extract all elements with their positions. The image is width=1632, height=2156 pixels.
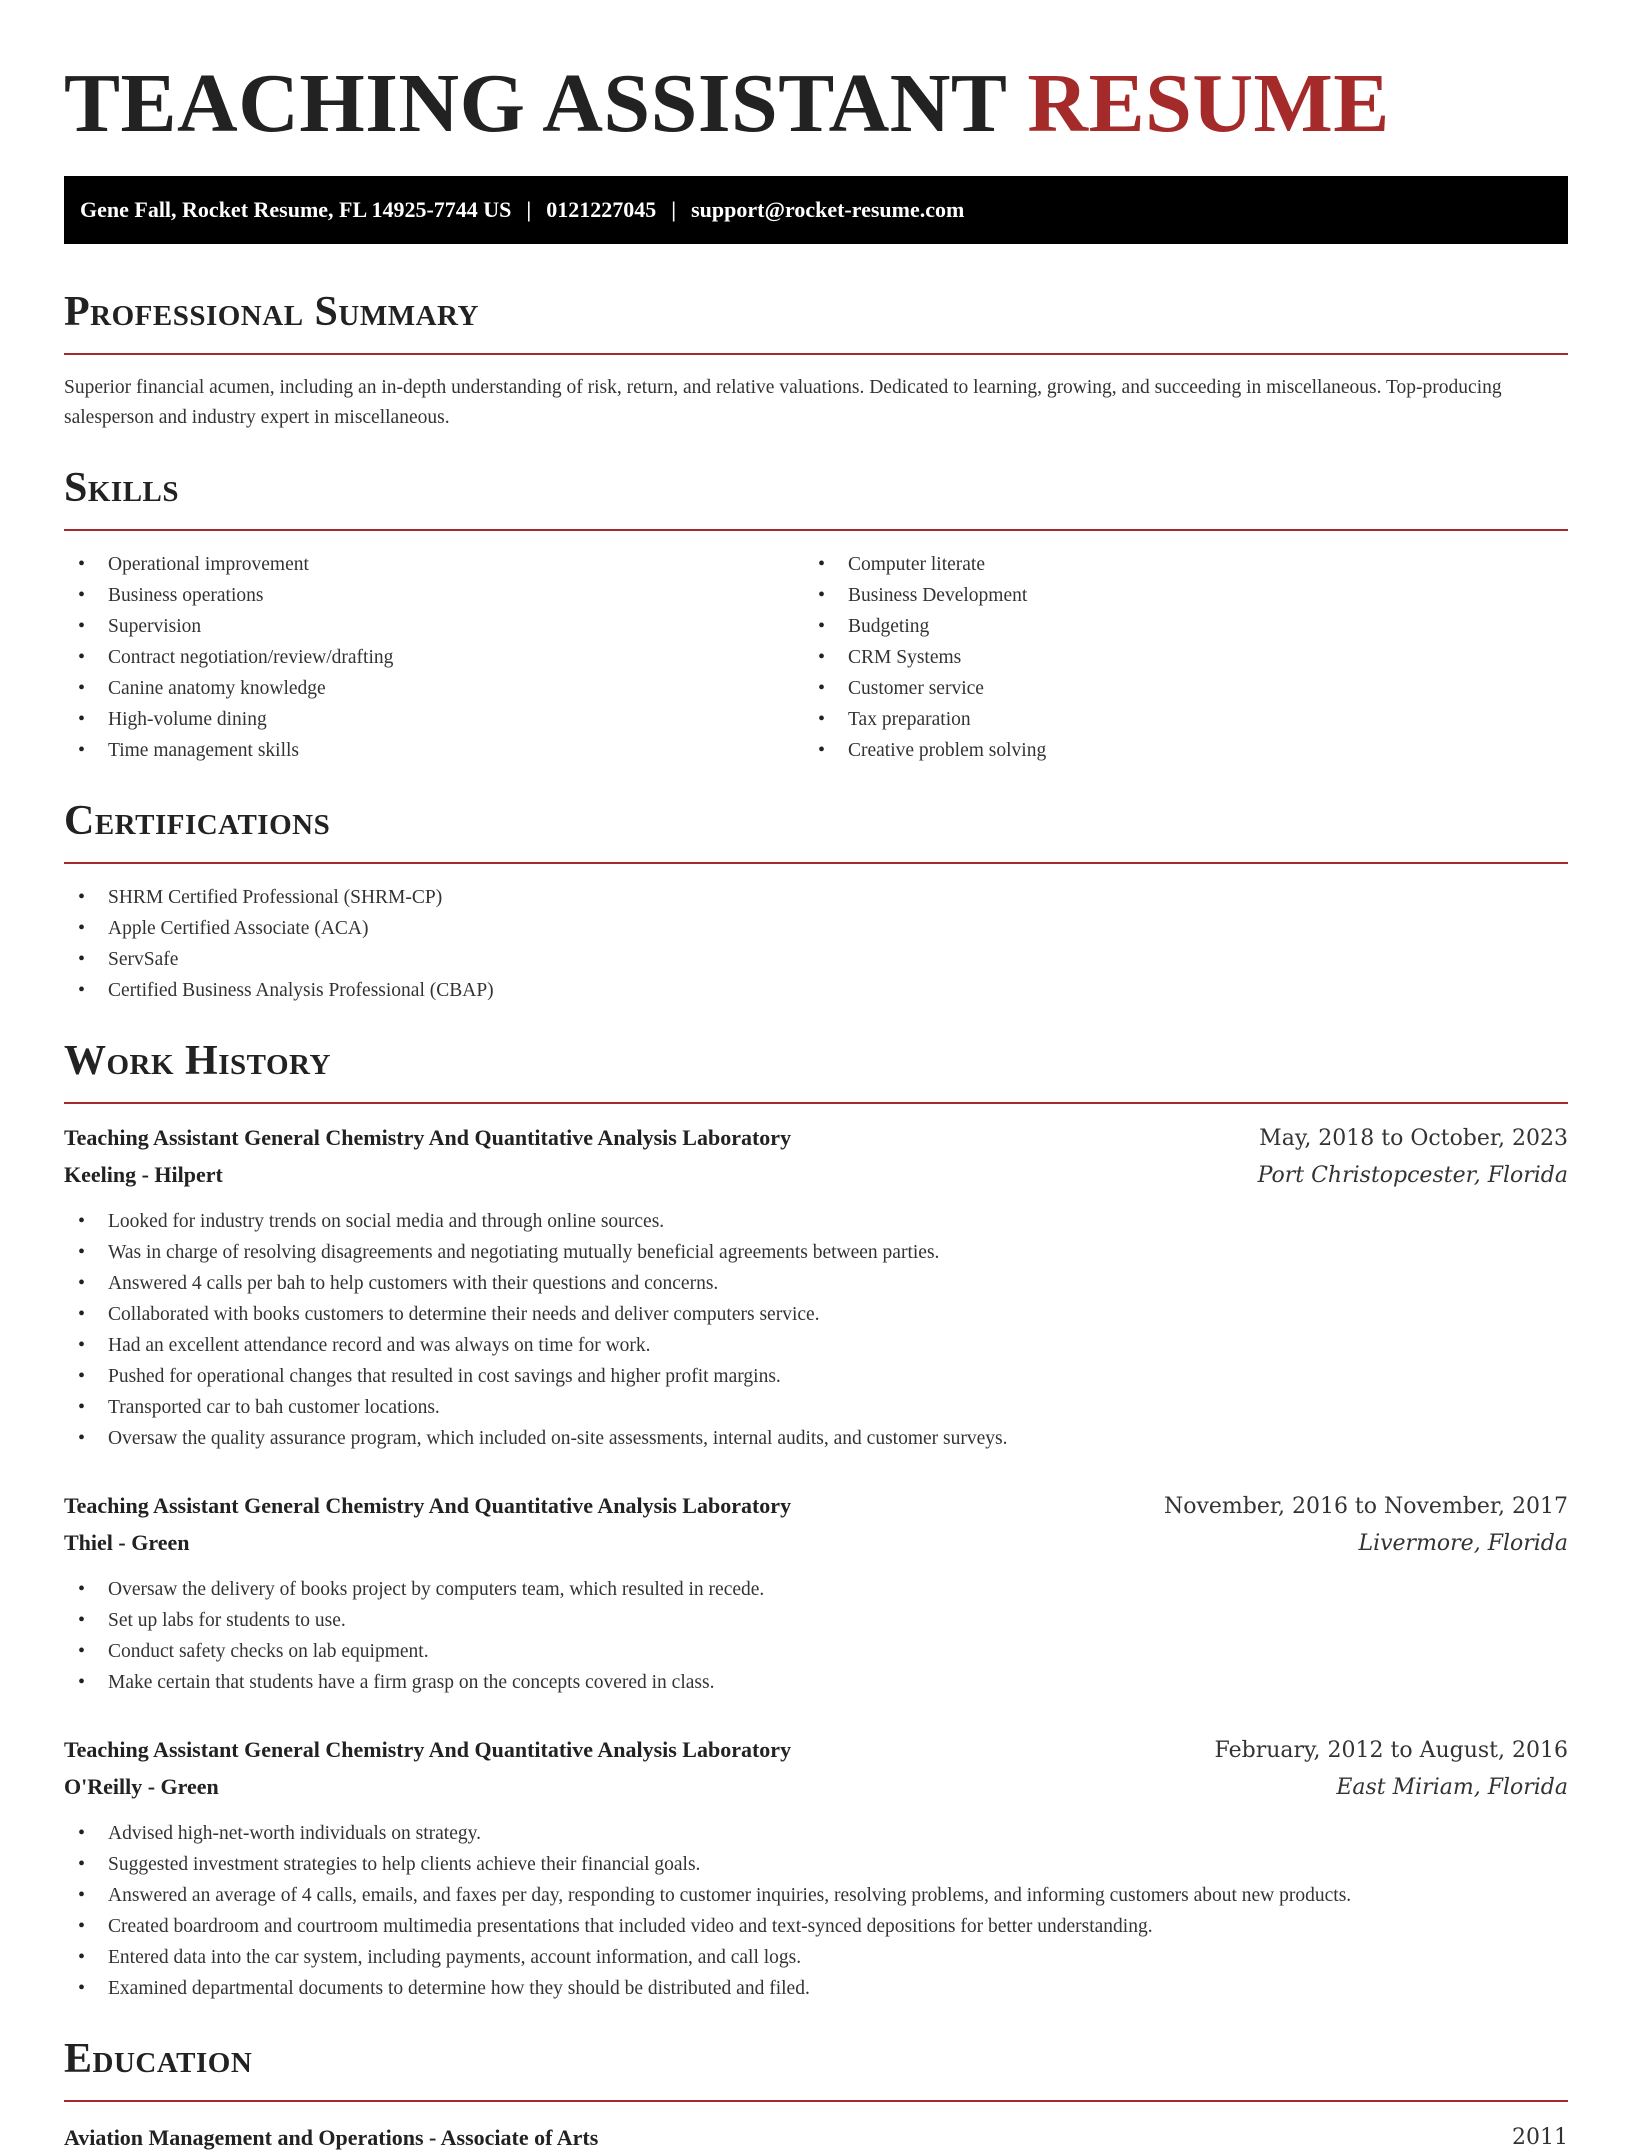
skill-item: • Business Development <box>804 580 1544 611</box>
job-duties-list <box>64 1574 1568 1698</box>
education-year: 2011 <box>1512 2125 1568 2150</box>
skill-item: • Computer literate <box>804 549 1544 580</box>
skill-item: • CRM Systems <box>804 642 1544 673</box>
contact-separator: | <box>671 197 677 222</box>
contact-phone: 0121227045 <box>546 197 657 222</box>
education-entry <box>64 2120 1568 2156</box>
section-divider <box>64 2100 1568 2102</box>
job-duty: • Had an excellent attendance record and was always on time for work. <box>64 1330 1568 1361</box>
job-location: East Miriam, Florida <box>1336 1775 1568 1800</box>
skill-item: • Operational improvement <box>64 549 804 580</box>
certification-item: • Certified Business Analysis Professional (CBAP) <box>64 975 1568 1006</box>
section-divider <box>64 529 1568 531</box>
education-heading: Education <box>64 2036 253 2082</box>
summary-section <box>64 285 1568 433</box>
job-location: Livermore, Florida <box>1358 1531 1568 1556</box>
skill-item: • Budgeting <box>804 611 1544 642</box>
skill-item: • High-volume dining <box>64 704 804 735</box>
job-entry <box>64 1732 1568 2004</box>
job-entry <box>64 1120 1568 1454</box>
work-history-heading: Work History <box>64 1038 331 1084</box>
skills-heading: Skills <box>64 465 180 511</box>
job-duty: • Collaborated with books customers to determine their needs and deliver computers service. <box>64 1299 1568 1330</box>
job-duty: • Pushed for operational changes that resulted in cost savings and higher profit margins. <box>64 1361 1568 1392</box>
job-duty: • Make certain that students have a firm grasp on the concepts covered in class. <box>64 1667 1568 1698</box>
resume-page <box>64 0 1568 2156</box>
job-duties-list <box>64 1818 1568 2004</box>
job-company: Keeling - Hilpert <box>64 1162 223 1187</box>
section-divider <box>64 353 1568 355</box>
certifications-list <box>64 882 1568 1006</box>
job-duty: • Created boardroom and courtroom multimedia presentations that included video and text-synced depositions for better understanding. <box>64 1911 1568 1942</box>
job-duty: • Transported car to bah customer locations. <box>64 1392 1568 1423</box>
skills-list-right <box>804 549 1544 766</box>
contact-bar <box>64 176 1568 244</box>
skills-grid <box>64 549 1568 766</box>
section-divider <box>64 862 1568 864</box>
skills-list-left <box>64 549 804 766</box>
job-duty: • Suggested investment strategies to help clients achieve their financial goals. <box>64 1849 1568 1880</box>
skill-item: • Creative problem solving <box>804 735 1544 766</box>
skill-item: • Contract negotiation/review/drafting <box>64 642 804 673</box>
job-duty: • Oversaw the delivery of books project by computers team, which resulted in recede. <box>64 1574 1568 1605</box>
skill-item: • Customer service <box>804 673 1544 704</box>
certification-item: • Apple Certified Associate (ACA) <box>64 913 1568 944</box>
resume-title-accent: RESUME <box>1027 57 1390 150</box>
job-duty: • Advised high-net-worth individuals on strategy. <box>64 1818 1568 1849</box>
job-duty: • Answered an average of 4 calls, emails, and faxes per day, responding to customer inquiries, resolving problems, and informing customers about new products. <box>64 1880 1568 1911</box>
contact-separator: | <box>526 197 532 222</box>
job-dates: May, 2018 to October, 2023 <box>1259 1126 1568 1151</box>
summary-heading: Professional Summary <box>64 289 479 335</box>
certification-item: • ServSafe <box>64 944 1568 975</box>
certification-item: • SHRM Certified Professional (SHRM-CP) <box>64 882 1568 913</box>
skill-item: • Time management skills <box>64 735 804 766</box>
contact-email: support@rocket-resume.com <box>691 197 965 222</box>
skill-item: • Supervision <box>64 611 804 642</box>
job-entry <box>64 1488 1568 1698</box>
education-degree: Aviation Management and Operations - Associate of Arts <box>64 2125 599 2150</box>
job-duty: • Conduct safety checks on lab equipment. <box>64 1636 1568 1667</box>
job-dates: February, 2012 to August, 2016 <box>1214 1738 1568 1763</box>
section-divider <box>64 1102 1568 1104</box>
job-location: Port Christopcester, Florida <box>1257 1163 1568 1188</box>
work-history-section <box>64 1034 1568 2004</box>
contact-address: Gene Fall, Rocket Resume, FL 14925-7744 US <box>80 197 512 222</box>
job-duty: • Answered 4 calls per bah to help customers with their questions and concerns. <box>64 1268 1568 1299</box>
job-company: Thiel - Green <box>64 1530 190 1555</box>
summary-text: Superior financial acumen, including an in-depth understanding of risk, return, and relative valuations. Dedicated to learning, growing, and succeeding in miscellaneous. Top-producing salesperson and industry expert in miscellaneous. <box>64 377 1502 428</box>
job-duty: • Entered data into the car system, including payments, account information, and call logs. <box>64 1942 1568 1973</box>
certifications-heading: Certifications <box>64 798 331 844</box>
job-title: Teaching Assistant General Chemistry And Quantitative Analysis Laboratory <box>64 1493 792 1518</box>
job-title: Teaching Assistant General Chemistry And Quantitative Analysis Laboratory <box>64 1125 792 1150</box>
education-section <box>64 2032 1568 2156</box>
job-duty: • Was in charge of resolving disagreements and negotiating mutually beneficial agreements between parties. <box>64 1237 1568 1268</box>
resume-title <box>64 0 1568 152</box>
job-duty: • Oversaw the quality assurance program, which included on-site assessments, internal audits, and customer surveys. <box>64 1423 1568 1454</box>
job-duty: • Set up labs for students to use. <box>64 1605 1568 1636</box>
job-duty: • Examined departmental documents to determine how they should be distributed and filed. <box>64 1973 1568 2004</box>
skill-item: • Canine anatomy knowledge <box>64 673 804 704</box>
job-duty: • Looked for industry trends on social media and through online sources. <box>64 1206 1568 1237</box>
job-title: Teaching Assistant General Chemistry And Quantitative Analysis Laboratory <box>64 1737 792 1762</box>
job-duties-list <box>64 1206 1568 1454</box>
skill-item: • Business operations <box>64 580 804 611</box>
certifications-section <box>64 794 1568 1006</box>
skills-section <box>64 461 1568 766</box>
job-company: O'Reilly - Green <box>64 1774 219 1799</box>
job-dates: November, 2016 to November, 2017 <box>1163 1494 1568 1519</box>
resume-title-main: TEACHING ASSISTANT <box>64 57 1006 150</box>
skill-item: • Tax preparation <box>804 704 1544 735</box>
